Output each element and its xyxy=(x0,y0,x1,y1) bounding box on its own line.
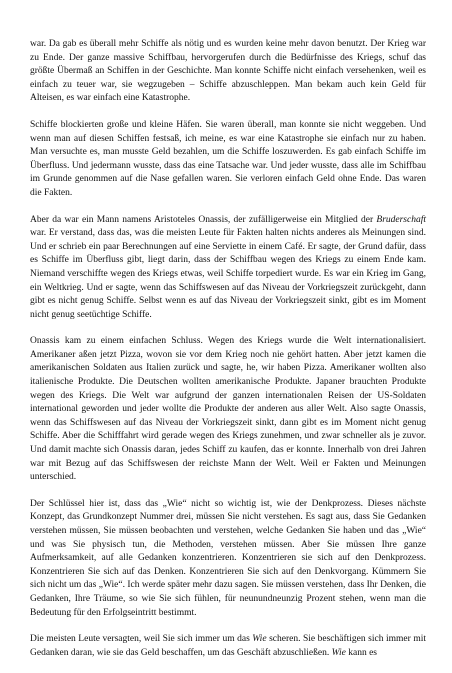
paragraph-5 xyxy=(30,498,426,620)
paragraph-6-text-b: scheren. Sie beschäftigen sich immer mit Gedanken daran, wie sie das Geld beschaffen, um das Geschäft abzuschließen. xyxy=(30,634,426,658)
paragraph-4-text: Onassis kam zu einem einfachen Schluss. Wegen des Kriegs wurde die Welt internationalisiert. Amerikaner aßen jetzt Pizza, wovon sie vor dem Krieg noch nie gehört hatten. Aber jetzt kamen die amerikanischen Soldaten aus Italien zurück und sagte, he, wir haben Pizza. Amerikaner wollten also italienische Produkte. Die Deutschen wollten amerikanische Produkte. Japaner brauchten Produkte wegen des Kriegs. Die Welt war aufgrund der ganzen internationalen Reisen der US-Soldaten international geworden und jeder wollte die Produkte der anderen aus aller Welt. Also sagte Onassis, wenn das Schiffswesen auf das Niveau der Vorkriegszeit sinkt, dann gibt es im Moment nicht genug Schiffe. Aber die Schifffahrt wird gerade wegen des Kriegs zunehmen, und zwar schneller als je zuvor. Und damit machte sich Onassis daran, jedes Schiff zu kaufen, das er konnte. Innerhalb von drei Jahren war mit Bezug auf das Schiffswesen der reichste Mann der Welt. Weil er Fakten und Meinungen unterschied. xyxy=(30,336,426,483)
paragraph-3 xyxy=(30,214,426,323)
paragraph-6 xyxy=(30,633,426,660)
paragraph-5-text: Der Schlüssel hier ist, dass das „Wie“ nicht so wichtig ist, wie der Denkprozess. Dieses nächste Konzept, das Grundkonzept Nummer drei, müssen Sie nicht verstehen. Es sagt aus, dass Sie Gedanken verstehen müssen, Sie müssen beobachten und verstehen, welche Gedanken Sie haben und das „Wie“ und was Sie physisch tun, die Methoden, verstehen müssen. Aber Sie müssen Ihre ganze Aufmerksamkeit, auf alle Gedanken konzentrieren. Konzentrieren sie sich auf den Denkprozess. Konzentrieren Sie sich auf das Denken. Konzentrieren Sie sich auf den Denkvorgang. Kümmern Sie sich nicht um das „Wie“. Ich werde später mehr dazu sagen. Sie müssen verstehen, dass Ihr Denken, die Gedanken, Ihre Träume, so wie Sie sich fühlen, für neunundneunzig Prozent stehen, wenn man die Bedeutung für den Erfolgseintritt bestimmt. xyxy=(30,498,426,618)
paragraph-1 xyxy=(30,38,426,106)
paragraph-6-italic-wie-1: Wie xyxy=(252,634,267,645)
paragraph-1-text: war. Da gab es überall mehr Schiffe als nötig und es wurden keine mehr davon benutzt. Der Krieg war zu Ende. Der ganze massive Schiffbau, hervorgerufen durch die Bedürfnisse des Kriegs, schuf das größte Übermaß an Schiffen in der Geschichte. Man konnte Schiffe nicht einfach versehenken, weil es einfach zu teuer war, sie wegzugeben – Schiffe abzuschleppen. Man bekam auch kein Geld für Alteisen, es war einfach eine Katastrophe. xyxy=(30,39,426,104)
paragraph-6-text-c: kann es xyxy=(345,647,377,658)
paragraph-3-italic-bruderschaft: Bruderschaft xyxy=(376,214,426,225)
paragraph-3-text-b: war. Er verstand, dass das, was die meisten Leute für Fakten halten nichts anderes als Meinungen sind. Und er schrieb ein paar Berechnungen auf eine Serviette in einem Café. Er sagte, der Grund dafür, dass es Schiffe im Überfluss gibt, liegt darin, dass der Schiffbau wegen des Kriegs zu einem Ende kam. Niemand verschiffte wegen des Kriegs etwas, weil Schiffe torpediert wurde. Es war ein Krieg im Gang, ein Weltkrieg. Und er sagte, wenn das Schiffswesen auf das Niveau der Vorkriegszeit zurückgeht, dann gibt es nicht genug Schiffe. Selbst wenn es auf das Niveau der Vorkriegszeit sinkt, gibt es im Moment nicht genug seetüchtige Schiffe. xyxy=(30,228,426,320)
paragraph-4 xyxy=(30,335,426,485)
paragraph-2 xyxy=(30,119,426,201)
paragraph-6-text-a: Die meisten Leute versagten, weil Sie sich immer um das xyxy=(30,634,253,645)
paragraph-6-italic-wie-2: Wie xyxy=(331,647,346,658)
paragraph-2-text: Schiffe blockierten große und kleine Häfen. Sie waren überall, man konnte sie nicht weggeben. Und wenn man auf diesen Schiffen festsaß, ich meine, es war eine Katastrophe sie einfach nur zu haben. Man versuchte es, man musste Geld bezahlen, um die Schiffe loszuwerden. Es gab einfach Schiffe im Überfluss. Und jedermann wusste, dass das eine Tatsache war. Und jeder wusste, dass alle im Schiffbau im Grunde genommen auf die Nase gefallen waren. Sie verloren einfach Geld ohne Ende. Das waren die Fakten. xyxy=(30,119,426,198)
paragraph-3-text-a: Aber da war ein Mann namens Aristoteles Onassis, der zufälligerweise ein Mitglied der xyxy=(30,214,377,225)
document-page xyxy=(30,38,426,673)
